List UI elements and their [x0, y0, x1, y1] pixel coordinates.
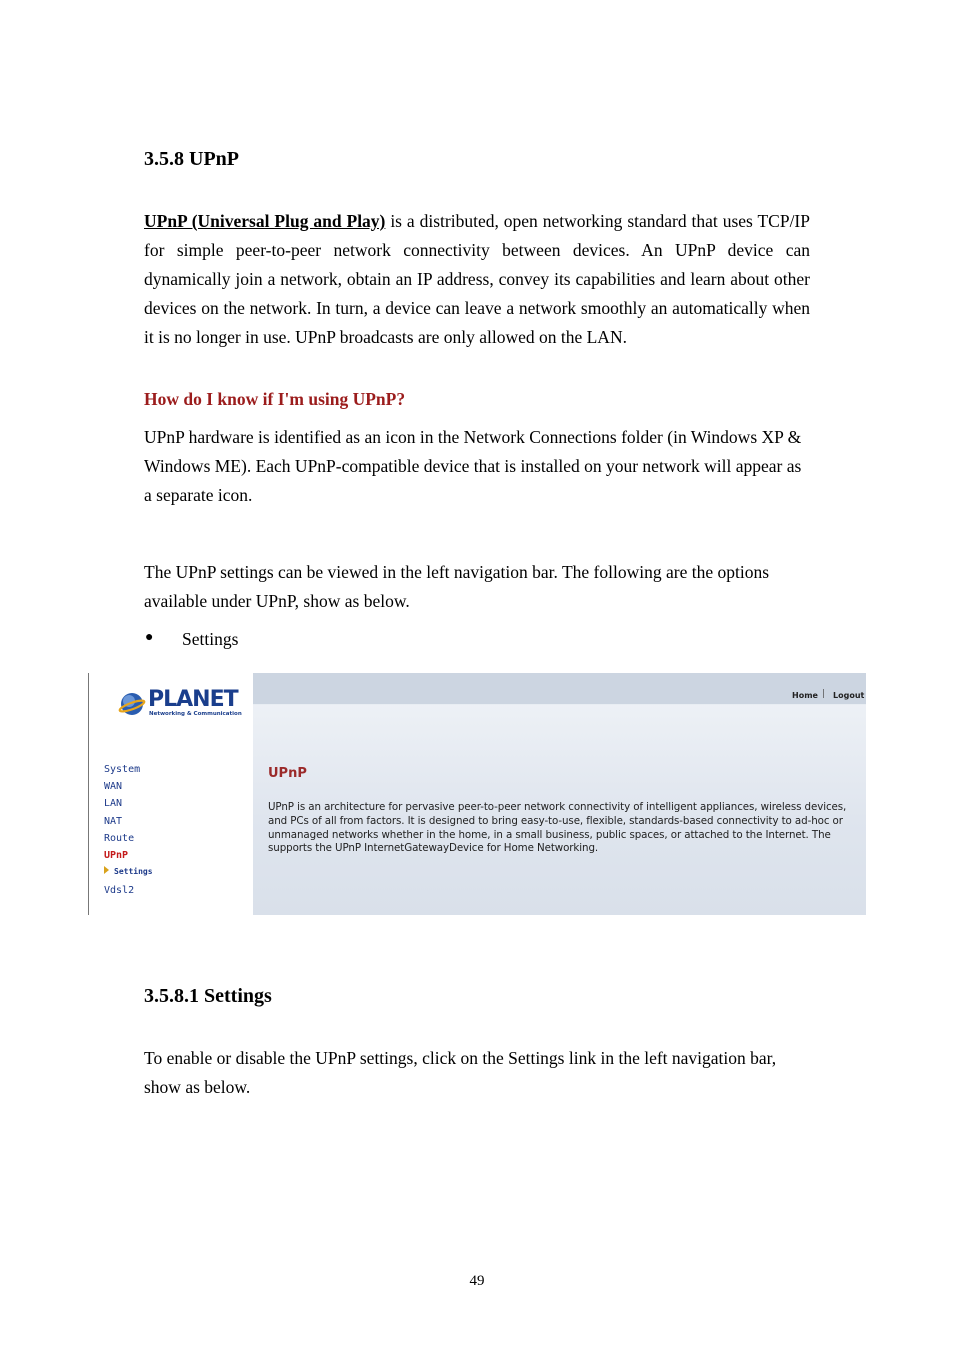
sidebar-item-lan[interactable]: LAN: [104, 798, 123, 809]
sidebar-subitem-settings[interactable]: Settings: [114, 867, 153, 876]
logout-link[interactable]: Logout: [833, 691, 865, 700]
upnp-term: UPnP (Universal Plug and Play): [144, 211, 386, 231]
sidebar-item-route[interactable]: Route: [104, 833, 135, 844]
panel-description: UPnP is an architecture for pervasive peer-to-peer network connectivity of intelligent appliances, wireless devices, and PCs of all from factors. It is designed to bring easy-to-use, flexible, standards-based connectivity to ad-hoc or unmanaged networks whether in the home, in a small business, public spaces, or attached to the Internet. The supports the UPnP InternetGatewayDevice for Home Networking.: [268, 801, 847, 855]
nav-note-paragraph: The UPnP settings can be viewed in the left navigation bar. The following are the options available under UPnP, show as below.: [144, 562, 770, 611]
subsection-heading: 3.5.8.1 Settings: [144, 985, 272, 1007]
faq-question: How do I know if I'm using UPnP?: [144, 389, 406, 409]
section-heading: 3.5.8 UPnP: [144, 148, 239, 170]
panel-title: UPnP: [268, 766, 307, 781]
screenshot-top-divider: [253, 704, 866, 705]
bullet-settings: Settings: [182, 629, 239, 649]
subsection-text: To enable or disable the UPnP settings, click on the Settings link in the left navigation bar, show as below.: [144, 1048, 777, 1097]
home-link[interactable]: Home: [792, 691, 818, 700]
sidebar-item-wan[interactable]: WAN: [104, 781, 123, 792]
intro-paragraph: [144, 207, 810, 352]
screenshot-top-bar: [253, 673, 866, 705]
sidebar-arrow-icon: [104, 866, 109, 874]
screenshot-main-panel: [253, 673, 866, 915]
sidebar-item-vdsl2[interactable]: Vdsl2: [104, 885, 135, 896]
planet-logo-icon: [118, 690, 146, 718]
top-nav-separator: |: [822, 689, 826, 699]
bullet-icon: ●: [145, 630, 154, 645]
sidebar-item-nat[interactable]: NAT: [104, 816, 123, 827]
planet-logo-tagline: Networking & Communication: [149, 711, 242, 717]
faq-answer: UPnP hardware is identified as an icon in the Network Connections folder (in Windows XP & Windows ME). Each UPnP-compatible device that is installed on your network will appear as a separate icon.: [144, 427, 802, 505]
planet-logo-text: PLANET: [148, 687, 238, 712]
page-number: 49: [469, 1273, 485, 1289]
sidebar-item-upnp[interactable]: UPnP: [104, 850, 129, 861]
intro-text: is a distributed, open networking standard that uses TCP/IP for simple peer-to-peer network connectivity between devices. An UPnP device can dynamically join a network, obtain an IP address, convey its capabilities and learn about other devices on the network. In turn, a device can leave a network smoothly an automatically when it is no longer in use. UPnP broadcasts are only allowed on the LAN.: [144, 211, 810, 347]
sidebar-item-system[interactable]: System: [104, 764, 141, 775]
